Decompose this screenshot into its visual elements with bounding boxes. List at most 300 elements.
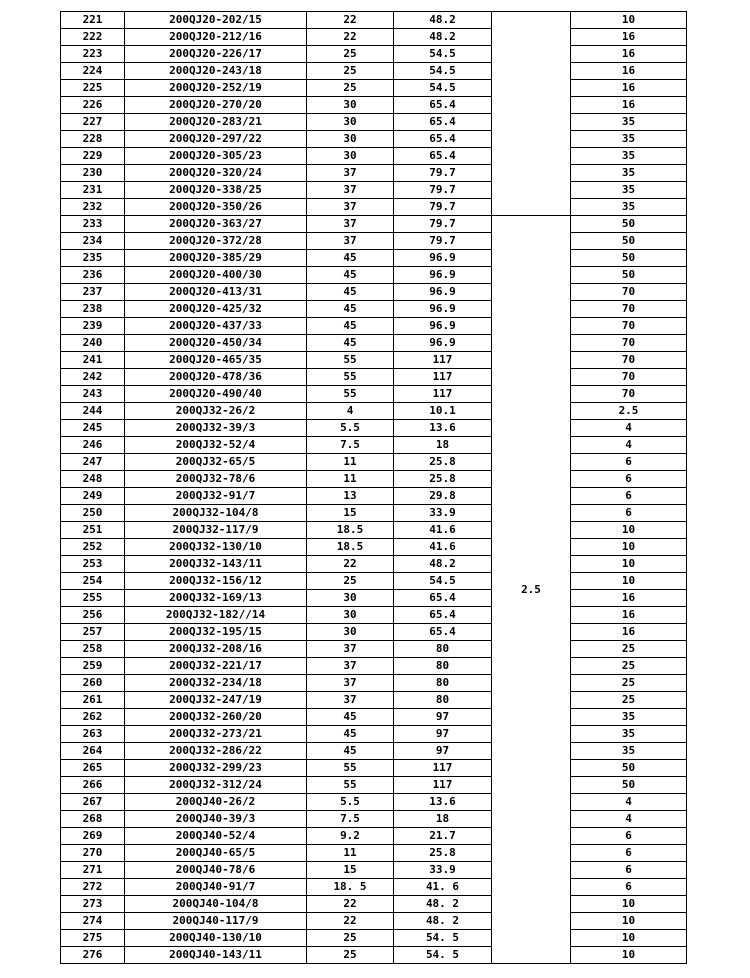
power: 30 [307, 607, 394, 624]
current: 65.4 [394, 148, 492, 165]
model: 200QJ20-297/22 [125, 131, 307, 148]
model: 200QJ20-385/29 [125, 250, 307, 267]
cable-size: 25 [571, 658, 687, 675]
model: 200QJ40-52/4 [125, 828, 307, 845]
current: 18 [394, 811, 492, 828]
cable-size: 10 [571, 573, 687, 590]
current: 48.2 [394, 12, 492, 29]
cable-size: 4 [571, 794, 687, 811]
power: 37 [307, 233, 394, 250]
table-row [61, 471, 687, 488]
current: 48.2 [394, 556, 492, 573]
model: 200QJ20-465/35 [125, 352, 307, 369]
cable-size: 16 [571, 590, 687, 607]
power: 45 [307, 709, 394, 726]
cable-size: 50 [571, 777, 687, 794]
power: 37 [307, 199, 394, 216]
model: 200QJ32-299/23 [125, 760, 307, 777]
model: 200QJ40-91/7 [125, 879, 307, 896]
row-number: 248 [61, 471, 125, 488]
model: 200QJ20-338/25 [125, 182, 307, 199]
current: 21.7 [394, 828, 492, 845]
table-row [61, 267, 687, 284]
power: 37 [307, 675, 394, 692]
model: 200QJ20-202/15 [125, 12, 307, 29]
current: 48. 2 [394, 896, 492, 913]
row-number: 234 [61, 233, 125, 250]
row-number: 253 [61, 556, 125, 573]
power: 55 [307, 369, 394, 386]
row-number: 258 [61, 641, 125, 658]
model: 200QJ20-478/36 [125, 369, 307, 386]
row-number: 265 [61, 760, 125, 777]
table-row [61, 760, 687, 777]
current: 54.5 [394, 573, 492, 590]
row-number: 270 [61, 845, 125, 862]
model: 200QJ20-450/34 [125, 335, 307, 352]
table-row [61, 709, 687, 726]
power: 45 [307, 284, 394, 301]
current: 65.4 [394, 114, 492, 131]
power: 5.5 [307, 420, 394, 437]
table-row [61, 794, 687, 811]
power: 37 [307, 216, 394, 233]
table-row [61, 335, 687, 352]
table-row [61, 556, 687, 573]
table-row [61, 318, 687, 335]
table-row [61, 777, 687, 794]
cable-size: 25 [571, 641, 687, 658]
power: 37 [307, 658, 394, 675]
cable-size: 6 [571, 488, 687, 505]
power: 45 [307, 250, 394, 267]
power: 55 [307, 386, 394, 403]
current: 41. 6 [394, 879, 492, 896]
cable-size: 10 [571, 522, 687, 539]
cable-size: 4 [571, 437, 687, 454]
row-number: 267 [61, 794, 125, 811]
row-number: 250 [61, 505, 125, 522]
table-body [61, 12, 687, 964]
current: 79.7 [394, 199, 492, 216]
model: 200QJ40-65/5 [125, 845, 307, 862]
row-number: 275 [61, 930, 125, 947]
table-row [61, 641, 687, 658]
model: 200QJ20-400/30 [125, 267, 307, 284]
cable-size: 35 [571, 199, 687, 216]
cable-size: 10 [571, 947, 687, 964]
table-row [61, 46, 687, 63]
current: 65.4 [394, 131, 492, 148]
model: 200QJ32-39/3 [125, 420, 307, 437]
table-row [61, 879, 687, 896]
model: 200QJ20-350/26 [125, 199, 307, 216]
model: 200QJ40-26/2 [125, 794, 307, 811]
power: 55 [307, 777, 394, 794]
row-number: 262 [61, 709, 125, 726]
power: 22 [307, 29, 394, 46]
model: 200QJ32-78/6 [125, 471, 307, 488]
model: 200QJ40-130/10 [125, 930, 307, 947]
cable-size: 10 [571, 913, 687, 930]
table-row [61, 607, 687, 624]
model: 200QJ32-143/11 [125, 556, 307, 573]
cable-size: 70 [571, 318, 687, 335]
current: 25.8 [394, 471, 492, 488]
table-row [61, 930, 687, 947]
cable-size: 35 [571, 148, 687, 165]
model: 200QJ20-425/32 [125, 301, 307, 318]
table-row [61, 828, 687, 845]
current: 33.9 [394, 505, 492, 522]
current: 96.9 [394, 318, 492, 335]
model: 200QJ32-234/18 [125, 675, 307, 692]
row-number: 254 [61, 573, 125, 590]
row-number: 242 [61, 369, 125, 386]
power: 37 [307, 641, 394, 658]
table-row [61, 63, 687, 80]
cable-size: 35 [571, 131, 687, 148]
cable-size: 6 [571, 828, 687, 845]
model: 200QJ20-372/28 [125, 233, 307, 250]
table-row [61, 114, 687, 131]
model: 200QJ32-156/12 [125, 573, 307, 590]
current: 96.9 [394, 250, 492, 267]
power: 4 [307, 403, 394, 420]
row-number: 231 [61, 182, 125, 199]
current: 80 [394, 675, 492, 692]
table-row [61, 386, 687, 403]
row-number: 233 [61, 216, 125, 233]
power: 25 [307, 947, 394, 964]
power: 25 [307, 930, 394, 947]
cable-size: 35 [571, 182, 687, 199]
model: 200QJ20-283/21 [125, 114, 307, 131]
table-row [61, 216, 687, 233]
cable-size: 16 [571, 80, 687, 97]
model: 200QJ20-305/23 [125, 148, 307, 165]
row-number: 271 [61, 862, 125, 879]
table-row [61, 301, 687, 318]
table-row [61, 148, 687, 165]
power: 30 [307, 624, 394, 641]
model: 200QJ20-252/19 [125, 80, 307, 97]
model: 200QJ32-130/10 [125, 539, 307, 556]
current: 41.6 [394, 539, 492, 556]
current: 10.1 [394, 403, 492, 420]
current: 18 [394, 437, 492, 454]
row-number: 237 [61, 284, 125, 301]
model: 200QJ32-286/22 [125, 743, 307, 760]
cable-size: 70 [571, 352, 687, 369]
power: 37 [307, 165, 394, 182]
table-row [61, 284, 687, 301]
current: 97 [394, 726, 492, 743]
cable-size: 35 [571, 726, 687, 743]
model: 200QJ32-260/20 [125, 709, 307, 726]
model: 200QJ40-78/6 [125, 862, 307, 879]
power: 15 [307, 505, 394, 522]
model: 200QJ40-104/8 [125, 896, 307, 913]
table-row [61, 947, 687, 964]
model: 200QJ32-195/15 [125, 624, 307, 641]
cable-size: 35 [571, 165, 687, 182]
current: 48. 2 [394, 913, 492, 930]
cable-size: 6 [571, 471, 687, 488]
model: 200QJ20-226/17 [125, 46, 307, 63]
current: 79.7 [394, 182, 492, 199]
table-row [61, 811, 687, 828]
row-number: 228 [61, 131, 125, 148]
cable-size: 10 [571, 930, 687, 947]
row-number: 269 [61, 828, 125, 845]
power: 11 [307, 845, 394, 862]
model: 200QJ20-212/16 [125, 29, 307, 46]
power: 45 [307, 301, 394, 318]
current: 80 [394, 692, 492, 709]
cable-size: 35 [571, 114, 687, 131]
row-number: 243 [61, 386, 125, 403]
table-row [61, 896, 687, 913]
row-number: 266 [61, 777, 125, 794]
power: 37 [307, 692, 394, 709]
row-number: 236 [61, 267, 125, 284]
model: 200QJ40-117/9 [125, 913, 307, 930]
power: 45 [307, 743, 394, 760]
cable-size: 16 [571, 624, 687, 641]
current: 54. 5 [394, 947, 492, 964]
row-number: 273 [61, 896, 125, 913]
power: 5.5 [307, 794, 394, 811]
power: 11 [307, 454, 394, 471]
row-number: 274 [61, 913, 125, 930]
current: 54. 5 [394, 930, 492, 947]
row-number: 263 [61, 726, 125, 743]
power: 9.2 [307, 828, 394, 845]
power: 37 [307, 182, 394, 199]
power: 13 [307, 488, 394, 505]
table-row [61, 845, 687, 862]
cable-size: 70 [571, 301, 687, 318]
power: 30 [307, 97, 394, 114]
cable-size: 50 [571, 216, 687, 233]
model: 200QJ32-169/13 [125, 590, 307, 607]
row-number: 247 [61, 454, 125, 471]
table-row [61, 182, 687, 199]
current: 96.9 [394, 267, 492, 284]
power: 25 [307, 46, 394, 63]
model: 200QJ32-273/21 [125, 726, 307, 743]
current: 96.9 [394, 301, 492, 318]
current: 97 [394, 743, 492, 760]
row-number: 227 [61, 114, 125, 131]
current: 65.4 [394, 590, 492, 607]
row-number: 241 [61, 352, 125, 369]
power: 18.5 [307, 539, 394, 556]
row-number: 232 [61, 199, 125, 216]
current: 97 [394, 709, 492, 726]
power: 22 [307, 896, 394, 913]
table-row [61, 743, 687, 760]
row-number: 235 [61, 250, 125, 267]
model: 200QJ20-413/31 [125, 284, 307, 301]
current: 117 [394, 777, 492, 794]
model: 200QJ32-65/5 [125, 454, 307, 471]
table-row [61, 250, 687, 267]
current: 25.8 [394, 454, 492, 471]
cable-size: 70 [571, 335, 687, 352]
current: 54.5 [394, 80, 492, 97]
power: 18.5 [307, 522, 394, 539]
table-row [61, 573, 687, 590]
current: 79.7 [394, 216, 492, 233]
current: 117 [394, 386, 492, 403]
row-number: 239 [61, 318, 125, 335]
cable-size: 25 [571, 675, 687, 692]
power: 45 [307, 726, 394, 743]
pump-spec-table [60, 11, 687, 964]
table-row [61, 437, 687, 454]
cable-size: 10 [571, 539, 687, 556]
table-row [61, 165, 687, 182]
current: 13.6 [394, 420, 492, 437]
current: 65.4 [394, 624, 492, 641]
current: 54.5 [394, 46, 492, 63]
table-row [61, 505, 687, 522]
current: 65.4 [394, 607, 492, 624]
row-number: 240 [61, 335, 125, 352]
row-number: 245 [61, 420, 125, 437]
row-number: 229 [61, 148, 125, 165]
model: 200QJ32-52/4 [125, 437, 307, 454]
power: 7.5 [307, 811, 394, 828]
model: 200QJ20-320/24 [125, 165, 307, 182]
table-row [61, 12, 687, 29]
cable-size: 6 [571, 862, 687, 879]
table-row [61, 862, 687, 879]
current: 13.6 [394, 794, 492, 811]
table-row [61, 403, 687, 420]
table-row [61, 675, 687, 692]
table-row [61, 454, 687, 471]
table-row [61, 658, 687, 675]
cable-size: 50 [571, 250, 687, 267]
cable-size: 16 [571, 46, 687, 63]
model: 200QJ32-208/16 [125, 641, 307, 658]
power: 22 [307, 913, 394, 930]
cable-size: 16 [571, 63, 687, 80]
table-row [61, 726, 687, 743]
model: 200QJ20-243/18 [125, 63, 307, 80]
power: 45 [307, 267, 394, 284]
current: 25.8 [394, 845, 492, 862]
power: 45 [307, 335, 394, 352]
model: 200QJ20-363/27 [125, 216, 307, 233]
table-row [61, 199, 687, 216]
row-number: 255 [61, 590, 125, 607]
table-row [61, 233, 687, 250]
cable-size: 70 [571, 284, 687, 301]
row-number: 244 [61, 403, 125, 420]
current: 80 [394, 658, 492, 675]
row-number: 264 [61, 743, 125, 760]
cable-size: 70 [571, 386, 687, 403]
cable-size: 10 [571, 896, 687, 913]
current: 117 [394, 352, 492, 369]
power: 11 [307, 471, 394, 488]
power: 7.5 [307, 437, 394, 454]
table-row [61, 539, 687, 556]
current: 96.9 [394, 284, 492, 301]
cable-size: 4 [571, 811, 687, 828]
row-number: 238 [61, 301, 125, 318]
cable-size: 10 [571, 12, 687, 29]
row-number: 251 [61, 522, 125, 539]
cable-size: 16 [571, 97, 687, 114]
table-row [61, 131, 687, 148]
model: 200QJ32-104/8 [125, 505, 307, 522]
cable-size: 2.5 [571, 403, 687, 420]
row-number: 276 [61, 947, 125, 964]
table-row [61, 420, 687, 437]
power: 30 [307, 148, 394, 165]
model: 200QJ32-182//14 [125, 607, 307, 624]
power: 30 [307, 590, 394, 607]
col5-blank [492, 12, 571, 216]
cable-size: 35 [571, 709, 687, 726]
row-number: 226 [61, 97, 125, 114]
cable-size: 16 [571, 29, 687, 46]
current: 117 [394, 760, 492, 777]
power: 22 [307, 12, 394, 29]
row-number: 225 [61, 80, 125, 97]
model: 200QJ32-221/17 [125, 658, 307, 675]
row-number: 221 [61, 12, 125, 29]
power: 18. 5 [307, 879, 394, 896]
current: 29.8 [394, 488, 492, 505]
row-number: 257 [61, 624, 125, 641]
current: 117 [394, 369, 492, 386]
table-row [61, 352, 687, 369]
row-number: 268 [61, 811, 125, 828]
model: 200QJ20-490/40 [125, 386, 307, 403]
power: 15 [307, 862, 394, 879]
power: 25 [307, 573, 394, 590]
table-row [61, 488, 687, 505]
row-number: 223 [61, 46, 125, 63]
current: 41.6 [394, 522, 492, 539]
current: 54.5 [394, 63, 492, 80]
power: 55 [307, 352, 394, 369]
row-number: 272 [61, 879, 125, 896]
model: 200QJ32-91/7 [125, 488, 307, 505]
cable-size: 6 [571, 454, 687, 471]
table-row [61, 522, 687, 539]
current: 79.7 [394, 233, 492, 250]
power: 25 [307, 80, 394, 97]
table-row [61, 29, 687, 46]
row-number: 252 [61, 539, 125, 556]
current: 65.4 [394, 97, 492, 114]
current: 48.2 [394, 29, 492, 46]
cable-size: 25 [571, 692, 687, 709]
row-number: 260 [61, 675, 125, 692]
cable-size: 50 [571, 233, 687, 250]
row-number: 261 [61, 692, 125, 709]
current: 80 [394, 641, 492, 658]
cable-size: 70 [571, 369, 687, 386]
table-row [61, 80, 687, 97]
